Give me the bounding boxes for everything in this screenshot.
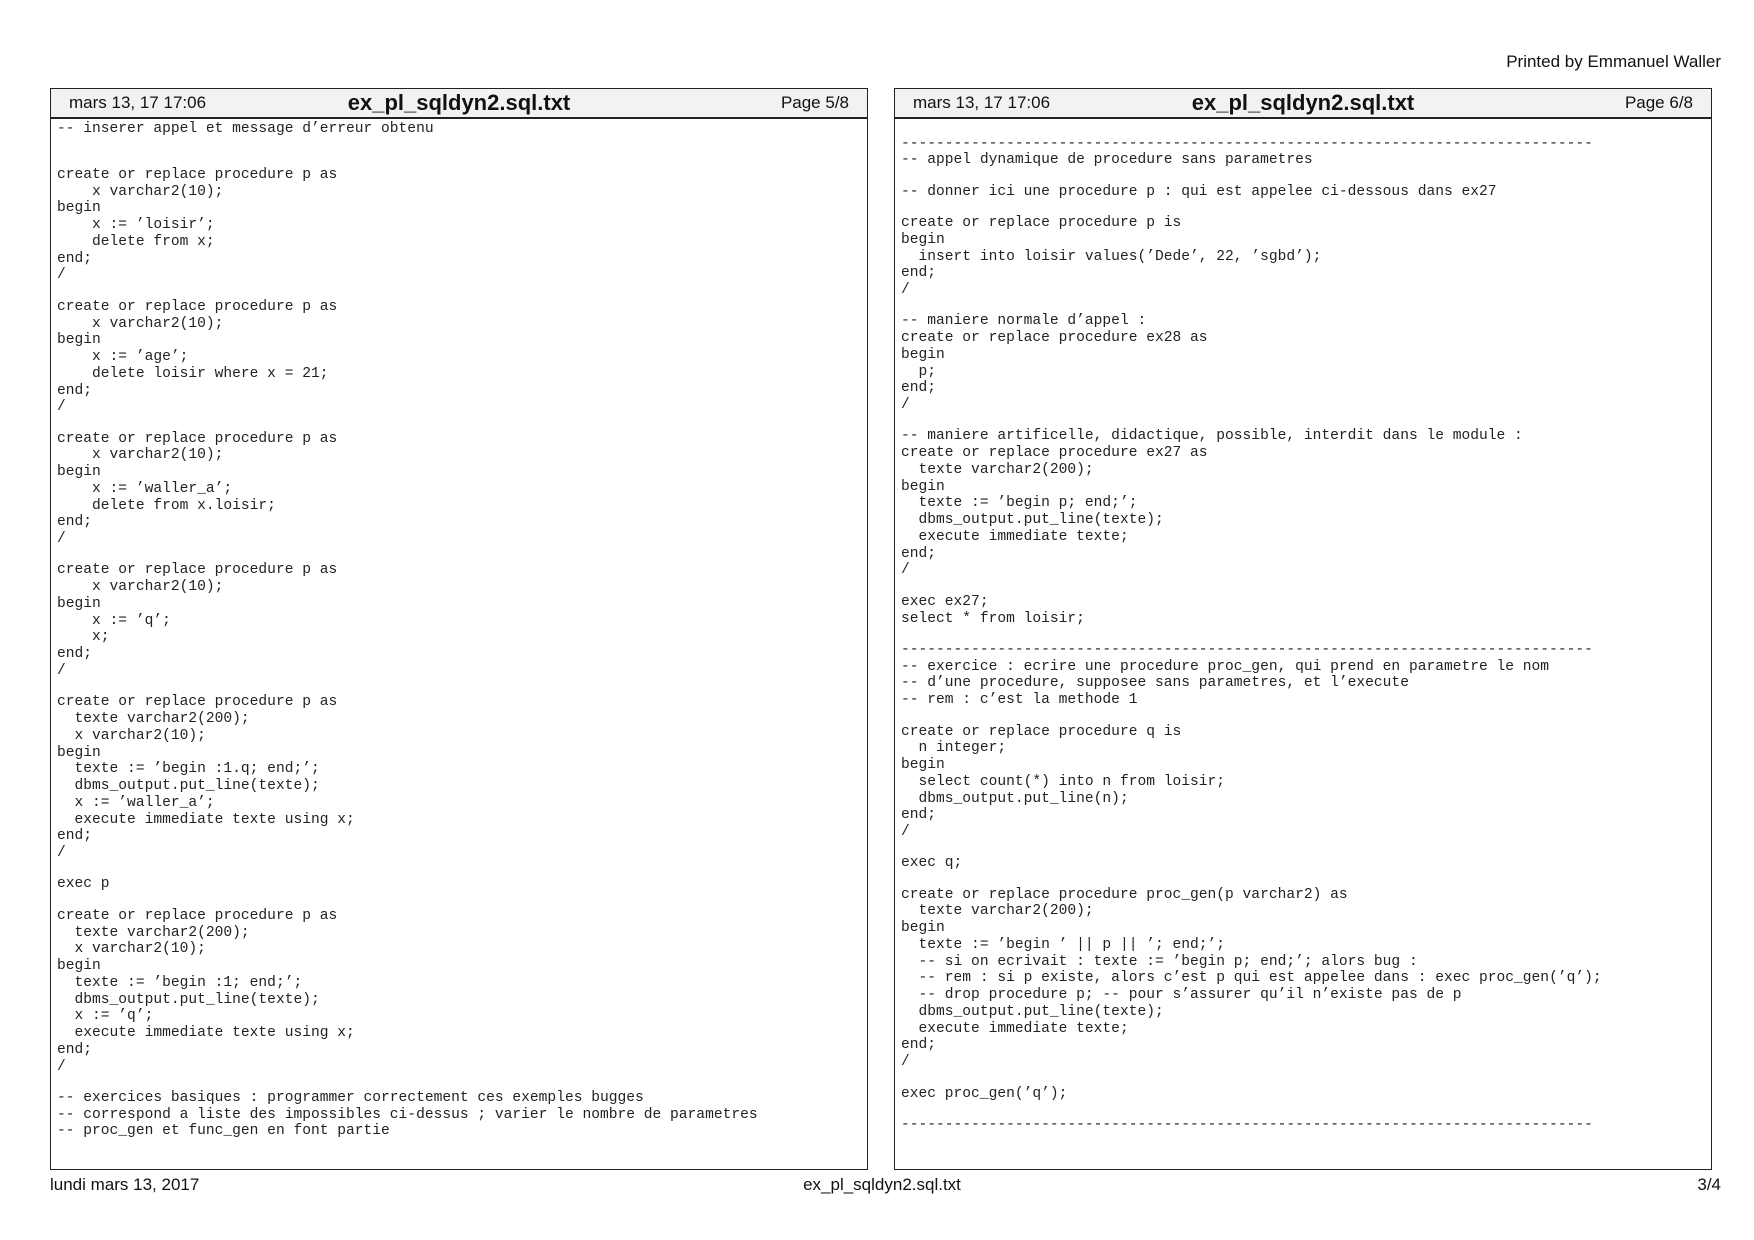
page-panel-left [50, 88, 868, 1170]
code-line: create or replace procedure p as [57, 694, 338, 711]
code-line: end; [901, 265, 937, 282]
code-line: x := ’age’; [57, 349, 189, 366]
code-line: end; [57, 1041, 93, 1058]
code-line: begin [57, 332, 101, 349]
code-line: texte := ’begin ’ || p || ’; end;’; [901, 936, 1226, 953]
code-listing [51, 119, 867, 1140]
code-line: end; [57, 646, 93, 663]
code-line [57, 1075, 867, 1090]
code-line [901, 841, 1711, 856]
code-line: exec ex27; [901, 593, 989, 610]
code-line [57, 862, 867, 877]
code-line: exec proc_gen(’q’); [901, 1085, 1068, 1102]
code-line: begin [901, 346, 945, 363]
page-header [51, 89, 867, 119]
code-line: begin [901, 231, 945, 248]
code-line [901, 1102, 1711, 1117]
code-line: end; [901, 380, 937, 397]
code-line: / [901, 282, 910, 299]
code-line: dbms_output.put_line(texte); [901, 512, 1164, 529]
code-line: texte varchar2(200); [901, 903, 1094, 920]
code-line: create or replace procedure ex28 as [901, 330, 1208, 347]
code-line: texte varchar2(200); [57, 711, 250, 728]
code-line [901, 627, 1711, 642]
footer-date: lundi mars 13, 2017 [50, 1175, 200, 1194]
code-line: insert into loisir values(’Dede’, 22, ’sgbd’); [901, 248, 1322, 265]
code-line: ------------------------------------------------------------------------------- [901, 641, 1593, 658]
code-line: -- inserer appel et message d’erreur obtenu [57, 121, 434, 137]
code-line: -- exercices basiques : programmer correctement ces exemples bugges [57, 1089, 644, 1106]
code-line: x varchar2(10); [57, 941, 206, 958]
code-line [57, 416, 867, 431]
code-line [901, 200, 1711, 215]
code-line: -- rem : si p existe, alors c’est p qui est appelee dans : exec proc_gen(’q’); [901, 970, 1602, 987]
code-line [57, 152, 867, 167]
code-line: begin [901, 757, 945, 773]
code-line: / [57, 845, 66, 862]
code-line: end; [57, 514, 93, 531]
code-line: x := ’q’; [57, 1008, 154, 1025]
code-line: x varchar2(10); [57, 579, 224, 596]
code-line: x varchar2(10); [57, 727, 206, 744]
code-line: texte := ’begin :1; end;’; [57, 974, 303, 991]
code-line: end; [901, 1037, 937, 1054]
code-line: execute immediate texte; [901, 1020, 1129, 1037]
code-line [901, 709, 1711, 724]
header-page-number: Page 6/8 [1624, 93, 1693, 112]
code-line: dbms_output.put_line(texte); [57, 991, 320, 1008]
code-line: create or replace procedure proc_gen(p varchar2) as [901, 886, 1348, 903]
code-line: dbms_output.put_line(n); [901, 790, 1129, 807]
header-page-number: Page 5/8 [780, 93, 849, 112]
code-line [57, 680, 867, 695]
code-line [57, 548, 867, 563]
header-date: mars 13, 17 17:06 [69, 93, 207, 112]
code-line: end; [57, 382, 93, 399]
code-line: exec p [57, 876, 110, 893]
code-line: create or replace procedure q is [901, 723, 1182, 740]
code-line: -- proc_gen et func_gen en font partie [57, 1123, 390, 1140]
code-line: / [901, 397, 910, 414]
code-line [901, 579, 1711, 594]
footer-filename: ex_pl_sqldyn2.sql.txt [803, 1175, 961, 1194]
code-line: x := ’waller_a’; [57, 480, 233, 497]
code-line [901, 299, 1711, 314]
code-line: n integer; [901, 740, 1007, 757]
code-line: begin [901, 478, 945, 495]
code-line: texte varchar2(200); [901, 461, 1094, 478]
page-header [895, 89, 1711, 119]
code-line: ------------------------------------------------------------------------------- [901, 1116, 1593, 1133]
page-panel-right [894, 88, 1712, 1170]
code-line [901, 121, 1711, 136]
header-filename: ex_pl_sqldyn2.sql.txt [347, 90, 571, 115]
code-line [57, 284, 867, 299]
code-line: / [57, 267, 66, 284]
code-line: texte := ’begin :1.q; end;’; [57, 761, 320, 778]
code-line: -- d’une procedure, supposee sans parametres, et l’execute [901, 675, 1409, 692]
code-line: -- maniere normale d’appel : [901, 313, 1147, 330]
code-line: texte varchar2(200); [57, 924, 250, 941]
code-line: delete loisir where x = 21; [57, 365, 329, 382]
code-line: delete from x.loisir; [57, 497, 276, 514]
header-date: mars 13, 17 17:06 [913, 93, 1051, 112]
code-line [57, 893, 867, 908]
code-line: exec q; [901, 855, 963, 872]
code-line: create or replace procedure p as [57, 562, 338, 579]
code-line: / [57, 399, 66, 416]
code-line: begin [57, 464, 101, 481]
header-filename: ex_pl_sqldyn2.sql.txt [1191, 90, 1415, 115]
code-line: / [57, 531, 66, 548]
code-line: x; [57, 629, 110, 646]
code-line: -- correspond a liste des impossibles ci-dessus ; varier le nombre de parametres [57, 1106, 758, 1123]
code-listing [895, 119, 1711, 1134]
code-line: ------------------------------------------------------------------------------- [901, 135, 1593, 152]
code-line: -- exercice : ecrire une procedure proc_gen, qui prend en parametre le nom [901, 658, 1550, 675]
code-line: begin [901, 920, 945, 937]
code-line: end; [901, 545, 937, 562]
code-line: dbms_output.put_line(texte); [57, 778, 320, 795]
code-line: begin [57, 595, 101, 612]
code-line: x := ’loisir’; [57, 217, 215, 234]
code-line [901, 872, 1711, 887]
code-line: / [901, 824, 910, 840]
code-line: / [901, 1054, 910, 1071]
code-line: create or replace procedure p is [901, 215, 1182, 232]
code-line: p; [901, 363, 937, 380]
code-line: / [901, 562, 910, 579]
code-line: x varchar2(10); [57, 315, 224, 332]
code-line: -- si on ecrivait : texte := ’begin p; end;’; alors bug : [901, 953, 1418, 970]
code-line: end; [901, 807, 937, 824]
code-line: execute immediate texte using x; [57, 811, 355, 828]
code-line: create or replace procedure p as [57, 907, 338, 924]
code-line: begin [57, 200, 101, 217]
code-line: delete from x; [57, 233, 215, 250]
code-line: x varchar2(10); [57, 183, 224, 200]
footer-sheet-number: 3/4 [1697, 1175, 1721, 1194]
code-line: -- donner ici une procedure p : qui est appelee ci-dessous dans ex27 [901, 183, 1497, 200]
code-line: -- drop procedure p; -- pour s’assurer qu’il n’existe pas de p [901, 987, 1462, 1004]
printed-by-label: Printed by Emmanuel Waller [1506, 52, 1721, 71]
code-line: end; [57, 250, 93, 267]
code-line: x := ’waller_a’; [57, 794, 215, 811]
code-line: -- rem : c’est la methode 1 [901, 692, 1138, 709]
code-line: create or replace procedure p as [57, 166, 338, 183]
code-line: / [57, 1058, 66, 1075]
code-line [901, 1071, 1711, 1086]
code-line: x varchar2(10); [57, 447, 224, 464]
code-line: texte := ’begin p; end;’; [901, 495, 1138, 512]
code-line: dbms_output.put_line(texte); [901, 1003, 1164, 1020]
code-line: -- maniere artificelle, didactique, possible, interdit dans le module : [901, 428, 1523, 445]
code-line: / [57, 662, 66, 679]
code-line [901, 169, 1711, 184]
code-line: x := ’q’; [57, 612, 171, 629]
code-line: create or replace procedure p as [57, 430, 338, 447]
code-line [901, 414, 1711, 429]
code-line [57, 138, 867, 153]
code-line: begin [57, 958, 101, 974]
code-line: select count(*) into n from loisir; [901, 773, 1226, 790]
code-line: end; [57, 828, 93, 845]
code-line: create or replace procedure p as [57, 298, 338, 315]
code-line: -- appel dynamique de procedure sans parametres [901, 152, 1313, 169]
code-line: execute immediate texte using x; [57, 1025, 355, 1041]
code-line: create or replace procedure ex27 as [901, 445, 1208, 462]
code-line: select * from loisir; [901, 610, 1085, 627]
code-line: execute immediate texte; [901, 528, 1129, 545]
code-line: begin [57, 744, 101, 761]
